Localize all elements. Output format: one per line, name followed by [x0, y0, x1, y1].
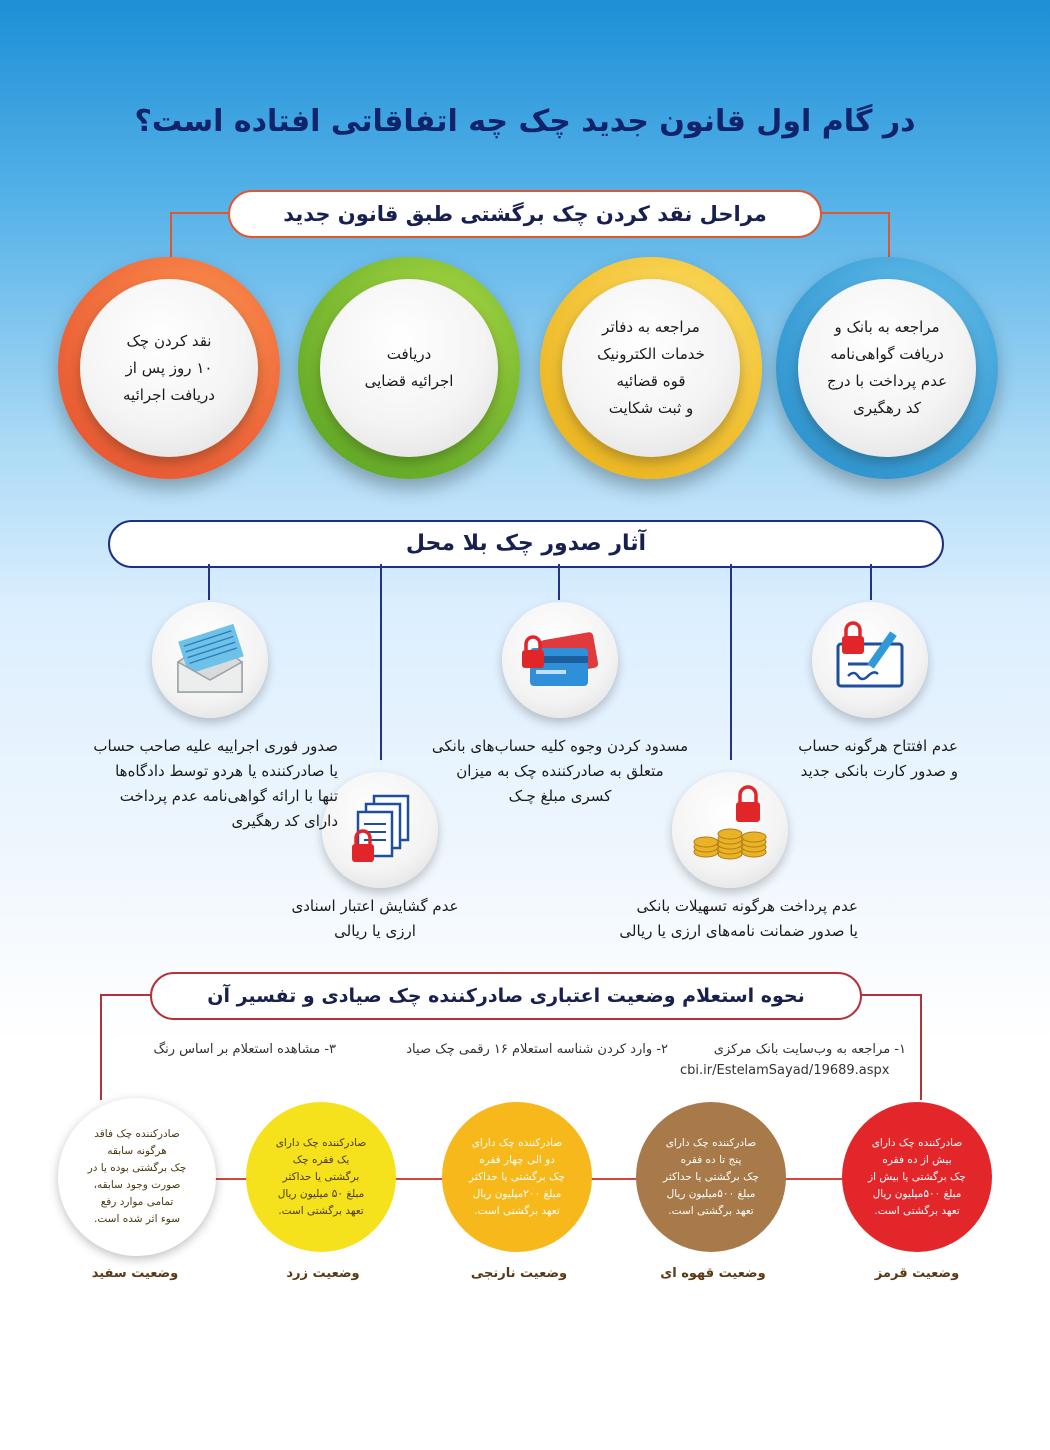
connector-line	[870, 564, 872, 600]
effect-text: مسدود کردن وجوه کلیه حساب‌های بانکی متعلق به صادرکننده چک به میزان کسری مبلغ چـک	[431, 737, 689, 805]
step-circle	[776, 257, 998, 479]
status-circle-white: صادرکننده چک فاقد هرگونه سابقه چک برگشتی بوده یا در صورت وجود سابقه، تمامی موارد رفع سوء اثر شده است.	[58, 1098, 216, 1256]
effects-heading: آثار صدور چک بلا محل	[108, 520, 944, 568]
inquiry-heading: نحوه استعلام وضعیت اعتباری صادرکننده چک صیادی و تفسیر آن	[150, 972, 862, 1020]
step-circle	[58, 257, 280, 479]
inquiry-step: ۲- وارد کردن شناسه استعلام ۱۶ رقمی چک صیاد	[406, 1042, 668, 1057]
status-circle-red: صادرکننده چک دارای بیش از ده فقره چک برگشتی یا بیش از مبلغ ۵۰۰میلیون ریال تعهد برگشتی است.	[842, 1102, 992, 1252]
page-title: در گام اول قانون جدید چک چه اتفاقاتی افتاده است؟	[134, 104, 916, 139]
connector-line	[920, 994, 922, 1100]
status-circle-yellow: صادرکننده چک دارای یک فقره چک برگشتی یا حداکثر مبلغ ۵۰ میلیون ریال تعهد برگشتی است.	[246, 1102, 396, 1252]
status-label: وضعیت نارنجی	[470, 1266, 568, 1281]
connector-line	[100, 994, 152, 996]
step-text: مراجعه به بانک و دریافت گواهی‌نامه عدم پرداخت با درج کد رهگیری	[798, 279, 976, 457]
inquiry-step: ۱- مراجعه به وب‌سایت بانک مرکزی	[713, 1042, 906, 1057]
status-label: وضعیت سفید	[91, 1266, 179, 1281]
locked-cards-icon	[502, 602, 618, 718]
inquiry-step: ۳- مشاهده استعلام بر اساس رنگ	[153, 1042, 336, 1057]
connector-line	[380, 564, 382, 760]
connector-line	[170, 212, 232, 214]
step-text: مراجعه به دفاتر خدمات الکترونیک قوه قضائیه و ثبت شکایت	[562, 279, 740, 457]
status-circle-brown: صادرکننده چک دارای پنج تا ده فقره چک برگشتی یا حداکثر مبلغ ۵۰۰میلیون ریال تعهد برگشتی است.	[636, 1102, 786, 1252]
connector-line	[100, 994, 102, 1100]
status-label: وضعیت قهوه ای	[660, 1266, 766, 1281]
effect-text: عدم پرداخت هرگونه تسهیلات بانکی یا صدور ضمانت نامه‌های ارزی یا ریالی	[619, 897, 858, 940]
status-label: وضعیت قرمز	[874, 1266, 960, 1281]
central-bank-url[interactable]: cbi.ir/EstelamSayad/19689.aspx	[680, 1063, 890, 1078]
effect-text: صدور فوری اجراییه علیه صاحب حساب یا صادرکننده یا هردو توسط دادگاه‌ها تنها با ارائه گواهی‌نامه عدم پرداخت دارای کد رهگیری	[93, 737, 338, 830]
status-circle-orange: صادرکننده چک دارای دو الی چهار فقره چک برگشتی یا حداکثر مبلغ ۲۰۰میلیون ریال تعهد برگشتی است.	[442, 1102, 592, 1252]
connector-line	[818, 212, 890, 214]
locked-check-icon	[812, 602, 928, 718]
step-text: دریافت اجرائیه قضایی	[320, 279, 498, 457]
step-text: نقد کردن چک ۱۰ روز پس از دریافت اجرائیه	[80, 279, 258, 457]
step-circle	[540, 257, 762, 479]
effect-text: عدم افتتاح هرگونه حساب و صدور کارت بانکی جدید	[798, 737, 958, 780]
connector-line	[208, 564, 210, 600]
connector-line	[858, 994, 922, 996]
step-circle	[298, 257, 520, 479]
connector-line	[558, 564, 560, 600]
status-label: وضعیت زرد	[286, 1266, 360, 1281]
connector-line	[730, 564, 732, 760]
envelope-icon	[152, 602, 268, 718]
steps-heading: مراحل نقد کردن چک برگشتی طبق قانون جدید	[228, 190, 822, 238]
effect-text: عدم گشایش اعتبار اسنادی ارزی یا ریالی	[291, 897, 459, 940]
